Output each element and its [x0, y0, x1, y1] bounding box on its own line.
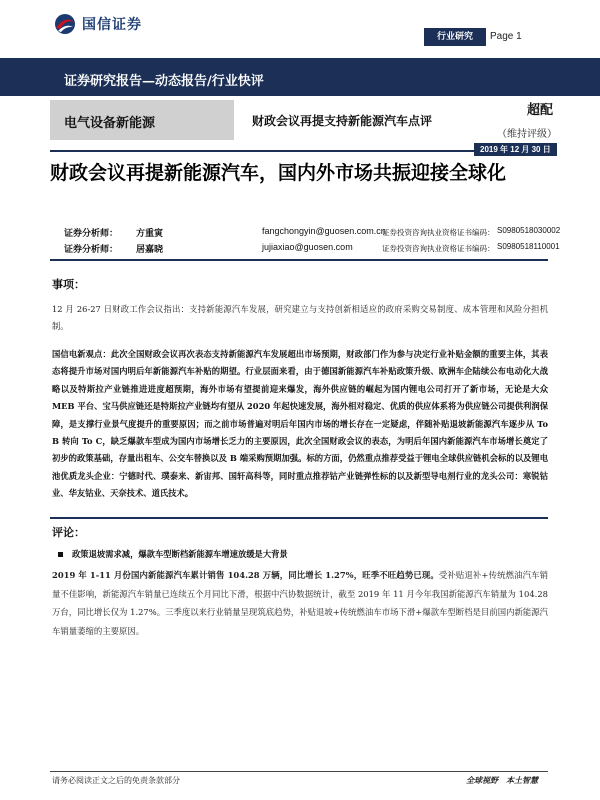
industry-name: 电气设备新能源	[64, 116, 156, 131]
analyst-name: 居嘉晓	[136, 245, 164, 255]
section-divider	[50, 517, 548, 519]
guosen-logo-icon	[52, 13, 78, 35]
page-number: Page 1	[490, 31, 522, 42]
cert-number: S0980518110001	[497, 242, 560, 251]
rating-note: （维持评级）	[497, 129, 557, 140]
analyst-role: 证券分析师：	[64, 245, 119, 255]
footer-slogan: 全球视野 本土智慧	[466, 775, 538, 785]
section-divider	[50, 259, 548, 261]
report-type-label: 证券研究报告—动态报告/行业快评	[64, 74, 264, 89]
views-paragraph: 国信电新观点：此次全国财政会议再次表态支持新能源汽车发展超出市场预期，财政部门作为参与决定行业补贴金额的重要主体，其表态将提升市场对国内明后年新能源汽车补贴的期望。行业层面来看，由于德国新能源汽车补贴政策升级、欧洲车企陆续公布电动化大战略以及特斯拉产业链推进进度超预期，海外市场有望提前迎来爆发，海外供应链的崛起为国内锂电公司打开了新市场，无论是大众 MEB 平台、宝马供应链还是特斯拉产业链均有望从 2020 年起快速发展，海外相对稳定、优质的供应体系将为供应链公司提供利润保障，是支撑行业景气度提升的重要原因；而之前市场普遍对明后年国内市场的增长存在一定疑虑，伴随补贴退坡新能源汽车逐步从 To B 转向 To C，缺乏爆款车型成为国内市场增长乏力的主要原因，此次全国财政会议的表态，为明后年国内新能源汽车市场增长奠定了初步的政策基础，存量出租车、公交车替换以及 B 端采购预期加强。标的方面，仍然重点推荐受益于锂电全球供应链机会标的以及锂电池优质龙头企业：宁德时代、璞泰来、新宙邦、国轩高科等，同时重点推荐钴产业链弹性标的以及新型导电剂行业的龙头公司：寒锐钴业、华友钴业、天奈技术、道氏技术。	[52, 349, 548, 499]
cert-label: 证券投资咨询执业资格证书编码：	[382, 228, 495, 237]
footer-divider	[50, 771, 548, 772]
cert-label: 证券投资咨询执业资格证书编码：	[382, 244, 495, 253]
comments-heading: 评论：	[52, 526, 85, 539]
report-subtitle: 财政会议再提支持新能源汽车点评	[252, 114, 433, 128]
events-paragraph: 12 月 26-27 日财政工作会议指出：支持新能源汽车发展，研究建立与支持创新相适应的政府采购交易制度、成本管理和风险分担机制。	[52, 304, 548, 332]
analyst-email[interactable]: fangchongyin@guosen.com.cn	[262, 226, 386, 236]
report-date: 2019 年 12 月 30 日	[474, 143, 557, 156]
rating-label: 超配	[527, 103, 554, 118]
analyst-role: 证券分析师：	[64, 229, 119, 239]
category-tag: 行业研究	[424, 28, 486, 46]
main-title: 财政会议再提新能源汽车，国内外市场共振迎接全球化	[50, 162, 507, 184]
bullet-heading: 政策退坡需求减，爆款车型断档新能源车增速放缓是大背景	[58, 548, 288, 560]
square-bullet-icon	[58, 552, 63, 557]
header-tag	[424, 28, 548, 46]
cert-number: S0980518030002	[497, 226, 561, 235]
footer-disclaimer: 请务必阅读正文之后的免责条款部分	[52, 776, 180, 785]
analyst-email[interactable]: jujiaxiao@guosen.com	[262, 242, 353, 252]
events-heading: 事项：	[52, 278, 85, 291]
comments-paragraph: 2019 年 1-11 月份国内新能源汽车累计销售 104.28 万辆，同比增长 1.27%，旺季不旺趋势已现。受补贴退补+传统燃油汽车销量不佳影响，新能源汽车销量已连续五个月同比下滑，根据中汽协数据统计，截至 2019 年 11 月今年我国新能源汽车销量为 104.28 万台，同比增长仅为 1.27%。三季度以来行业销量呈现筑底趋势，补贴退坡+传统燃油车市场下滑+爆款车型断档是目前国内新能源汽车销量萎缩的主要原因。	[52, 570, 548, 636]
analyst-name: 方重寅	[136, 229, 164, 239]
brand-logo-text: 国信证券	[82, 17, 142, 33]
